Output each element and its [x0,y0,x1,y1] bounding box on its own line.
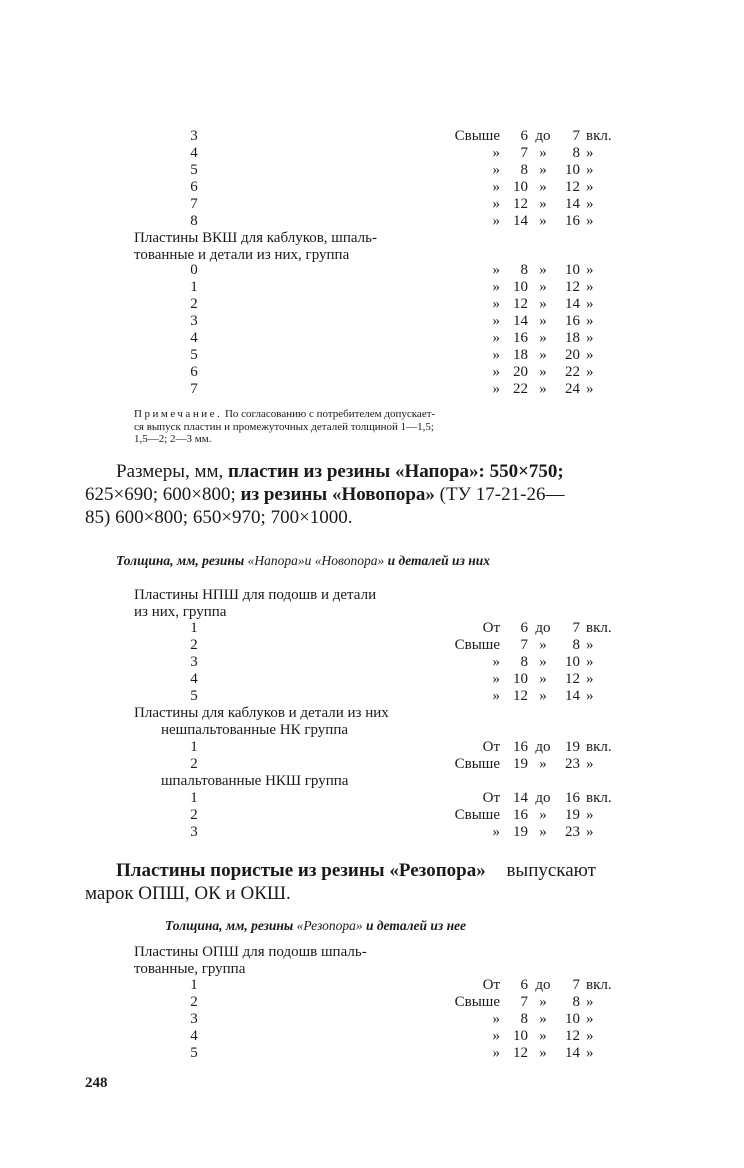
range-connector: » [539,994,547,1010]
table-row [0,807,744,824]
range-prefix: » [492,279,500,295]
range-prefix: » [492,296,500,312]
range-from: 7 [520,994,528,1010]
range-prefix: » [492,381,500,397]
table-row [0,296,744,313]
group-number: 7 [190,381,198,397]
group-number: 2 [190,994,198,1010]
table-row [0,1011,744,1028]
table-row [0,994,744,1011]
range-from: 16 [513,330,528,346]
range-to: 16 [565,213,580,229]
group-number: 2 [190,756,198,772]
range-prefix: » [492,671,500,687]
range-connector: » [539,756,547,772]
range-from: 20 [513,364,528,380]
vksh-label-line1: Пластины ВКШ для каблуков, шпаль- [134,230,377,246]
range-prefix: » [492,162,500,178]
range-prefix: » [492,213,500,229]
group-number: 2 [190,637,198,653]
npsh-label-line2: из них, группа [134,604,227,620]
range-suffix: » [586,145,594,161]
note-line3: 1,5—2; 2—3 мм. [134,433,212,445]
para-napor-line1: Размеры, мм, пластин из резины «Напора»: 550×750; [116,461,564,482]
range-prefix: » [492,179,500,195]
range-connector: » [539,162,547,178]
table-row [0,162,744,179]
range-connector: до [535,128,551,144]
range-connector: » [539,279,547,295]
range-suffix: вкл. [586,128,612,144]
table-row [0,262,744,279]
group-number: 1 [190,620,198,636]
range-prefix: » [492,824,500,840]
range-prefix: » [492,313,500,329]
range-prefix: От [482,977,500,993]
range-connector: » [539,145,547,161]
range-from: 10 [513,179,528,195]
range-suffix: » [586,1028,594,1044]
table-row [0,977,744,994]
range-prefix: От [482,620,500,636]
range-suffix: » [586,347,594,363]
table-row [0,213,744,230]
range-suffix: » [586,296,594,312]
group-number: 3 [190,1011,198,1027]
range-suffix: » [586,807,594,823]
range-from: 12 [513,1045,528,1061]
range-connector: » [539,179,547,195]
table-row [0,637,744,654]
range-from: 6 [520,128,528,144]
table-row [0,313,744,330]
range-suffix: вкл. [586,790,612,806]
group-number: 1 [190,977,198,993]
group-number: 3 [190,128,198,144]
group-number: 4 [190,330,198,346]
heels-label: Пластины для каблуков и детали из них [134,705,389,721]
table-row [0,279,744,296]
range-prefix: » [492,347,500,363]
range-to: 23 [565,824,580,840]
range-to: 10 [565,654,580,670]
range-from: 10 [513,671,528,687]
opsh-label-line2: тованные, группа [134,961,246,977]
group-number: 2 [190,296,198,312]
range-suffix: » [586,637,594,653]
range-suffix: » [586,654,594,670]
range-from: 7 [520,637,528,653]
table-row [0,790,744,807]
range-prefix: » [492,364,500,380]
range-to: 8 [572,994,580,1010]
range-suffix: вкл. [586,739,612,755]
range-to: 10 [565,162,580,178]
range-suffix: » [586,179,594,195]
table-row [0,179,744,196]
range-connector: » [539,824,547,840]
group-number: 7 [190,196,198,212]
table-row [0,330,744,347]
range-from: 10 [513,1028,528,1044]
range-suffix: » [586,688,594,704]
range-connector: » [539,637,547,653]
range-from: 12 [513,196,528,212]
table-row [0,145,744,162]
table-row [0,364,744,381]
nksh-label: шпальтованные НКШ группа [161,773,349,789]
range-from: 8 [520,162,528,178]
range-connector: » [539,296,547,312]
range-prefix: » [492,1011,500,1027]
group-number: 2 [190,807,198,823]
range-suffix: » [586,196,594,212]
heading-napor: Толщина, мм, резины «Напора»и «Новопора» и деталей из них [116,553,490,568]
range-suffix: » [586,162,594,178]
range-connector: » [539,213,547,229]
nk-label: нешпальтованные НК группа [161,722,349,738]
group-number: 4 [190,671,198,687]
group-number: 5 [190,688,198,704]
range-from: 10 [513,279,528,295]
range-to: 23 [565,756,580,772]
group-number: 1 [190,739,198,755]
group-number: 3 [190,313,198,329]
range-from: 14 [513,313,528,329]
range-prefix: Свыше [454,994,500,1010]
range-to: 8 [572,637,580,653]
page-number: 248 [85,1075,108,1091]
range-connector: » [539,313,547,329]
range-prefix: » [492,330,500,346]
range-prefix: Свыше [454,807,500,823]
table-row [0,620,744,637]
group-number: 6 [190,364,198,380]
range-prefix: От [482,790,500,806]
range-from: 7 [520,145,528,161]
range-from: 22 [513,381,528,397]
range-from: 16 [513,739,528,755]
group-number: 1 [190,790,198,806]
table-row [0,671,744,688]
vksh-label-line2: тованные и детали из них, группа [134,247,350,263]
range-to: 14 [565,1045,580,1061]
range-to: 7 [572,977,580,993]
group-number: 0 [190,262,198,278]
range-to: 14 [565,196,580,212]
range-to: 8 [572,145,580,161]
range-suffix: вкл. [586,977,612,993]
table-row [0,1028,744,1045]
range-suffix: » [586,1011,594,1027]
para-rezopor-line2: марок ОПШ, ОК и ОКШ. [85,883,291,904]
range-to: 12 [565,671,580,687]
table-row [0,756,744,773]
range-suffix: вкл. [586,620,612,636]
range-to: 10 [565,1011,580,1027]
range-suffix: » [586,279,594,295]
range-suffix: » [586,756,594,772]
table-row [0,654,744,671]
range-prefix: Свыше [454,128,500,144]
range-connector: » [539,807,547,823]
range-connector: до [535,790,551,806]
range-to: 20 [565,347,580,363]
table-row [0,196,744,213]
range-connector: до [535,739,551,755]
opsh-label-line1: Пластины ОПШ для подошв шпаль- [134,944,367,960]
range-suffix: » [586,994,594,1010]
footnote [134,408,624,446]
range-from: 18 [513,347,528,363]
group-number: 5 [190,162,198,178]
range-connector: » [539,381,547,397]
range-connector: » [539,262,547,278]
range-connector: до [535,620,551,636]
range-to: 12 [565,179,580,195]
range-from: 19 [513,756,528,772]
range-from: 12 [513,296,528,312]
range-prefix: » [492,688,500,704]
note-line1: По согласованию с потребителем допускает- [224,408,436,420]
range-from: 6 [520,620,528,636]
group-number: 4 [190,1028,198,1044]
range-from: 14 [513,213,528,229]
table-row [0,347,744,364]
range-to: 14 [565,296,580,312]
range-from: 8 [520,262,528,278]
range-to: 12 [565,1028,580,1044]
range-prefix: » [492,654,500,670]
range-suffix: » [586,824,594,840]
range-to: 24 [565,381,580,397]
range-connector: » [539,1028,547,1044]
range-from: 8 [520,1011,528,1027]
group-number: 5 [190,347,198,363]
range-suffix: » [586,364,594,380]
range-from: 14 [513,790,528,806]
range-to: 7 [572,620,580,636]
range-connector: » [539,1011,547,1027]
range-connector: » [539,1045,547,1061]
range-to: 10 [565,262,580,278]
npsh-label-line1: Пластины НПШ для подошв и детали [134,587,377,603]
range-to: 12 [565,279,580,295]
group-number: 1 [190,279,198,295]
range-suffix: » [586,671,594,687]
range-to: 16 [565,790,580,806]
range-to: 7 [572,128,580,144]
range-prefix: » [492,1045,500,1061]
range-to: 19 [565,739,580,755]
table-row [0,1045,744,1062]
range-to: 22 [565,364,580,380]
note-line2: ся выпуск пластин и промежуточных деталей толщиной 1—1,5; [134,420,434,433]
para-rezopor-line1: Пластины пористые из резины «Резопора» выпускают [116,860,596,881]
group-number: 3 [190,654,198,670]
range-suffix: » [586,330,594,346]
range-from: 8 [520,654,528,670]
range-to: 18 [565,330,580,346]
range-prefix: Свыше [454,637,500,653]
group-number: 8 [190,213,198,229]
range-from: 16 [513,807,528,823]
heading-rezopor: Толщина, мм, резины «Резопора» и деталей из нее [165,918,467,933]
para-napor-line2: 625×690; 600×800; из резины «Новопора» (ТУ 17-21-26— [85,484,565,505]
group-number: 5 [190,1045,198,1061]
range-connector: » [539,654,547,670]
range-prefix: » [492,262,500,278]
range-suffix: » [586,313,594,329]
range-prefix: От [482,739,500,755]
range-from: 6 [520,977,528,993]
range-connector: » [539,688,547,704]
range-connector: » [539,196,547,212]
range-connector: » [539,671,547,687]
range-suffix: » [586,1045,594,1061]
range-connector: » [539,330,547,346]
range-connector: » [539,347,547,363]
range-connector: до [535,977,551,993]
range-to: 16 [565,313,580,329]
range-suffix: » [586,381,594,397]
table-row [0,739,744,756]
group-number: 4 [190,145,198,161]
table-row [0,128,744,145]
table-row [0,824,744,841]
range-suffix: » [586,213,594,229]
group-number: 3 [190,824,198,840]
range-prefix: » [492,1028,500,1044]
table-row [0,381,744,398]
range-prefix: Свыше [454,756,500,772]
table-row [0,688,744,705]
range-from: 12 [513,688,528,704]
range-connector: » [539,364,547,380]
group-number: 6 [190,179,198,195]
range-prefix: » [492,196,500,212]
range-suffix: » [586,262,594,278]
para-napor-line3: 85) 600×800; 650×970; 700×1000. [85,507,353,528]
range-prefix: » [492,145,500,161]
range-from: 19 [513,824,528,840]
note-label: Примечание. [134,408,223,420]
range-to: 14 [565,688,580,704]
range-to: 19 [565,807,580,823]
